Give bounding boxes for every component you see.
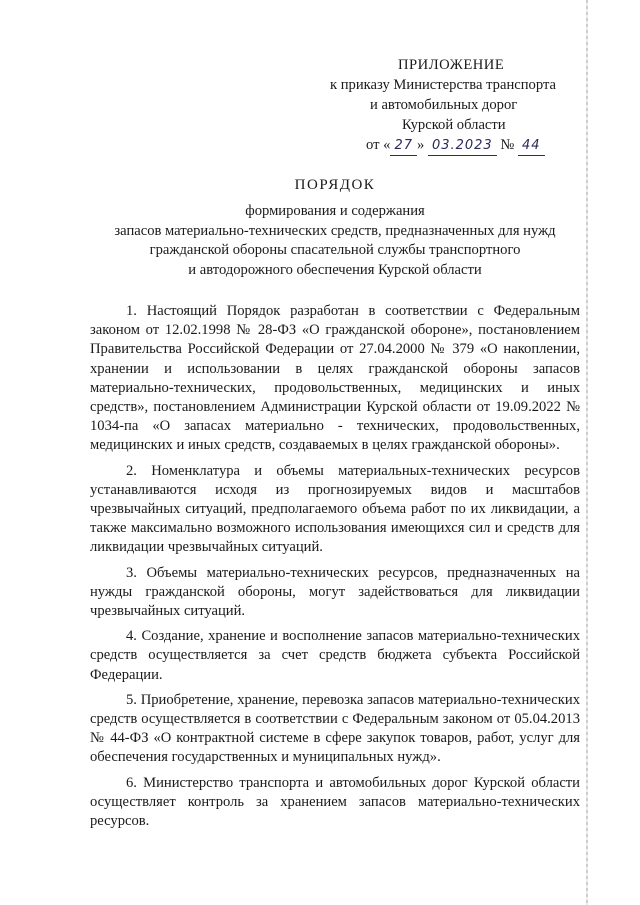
subtitle-line-2: запасов материально-технических средств, предназначенных для нужд (114, 222, 556, 239)
scan-page-edge (586, 0, 588, 905)
paragraph-3: 3. Объемы материально-технических ресурсов, предназначенных на нужды гражданской обороны, могут задействоваться для ликвидации чрезвычайных ситуаций. (90, 564, 580, 620)
document-body (90, 302, 580, 831)
subtitle-line-4: и автодорожного обеспечения Курской области (188, 261, 482, 278)
document-heading (90, 176, 580, 280)
paragraph-2: 2. Номенклатура и объемы материальных-технических ресурсов устанавливаются исходя из прогнозируемых видов и масштабов чрезвычайных ситуаций, предполагаемого объема работ по их ликвидации, а также максимально возможного использования имеющихся сил и средств для ликвидации чрезвычайных ситуаций. (90, 462, 580, 556)
handwritten-number: 44 (518, 136, 545, 156)
handwritten-month-year: 03.2023 (428, 136, 497, 156)
document-page (90, 48, 580, 837)
appendix-title: ПРИЛОЖЕНИЕ (398, 57, 505, 73)
subtitle-line-1: формирования и содержания (245, 203, 425, 219)
appendix-block (90, 48, 580, 168)
document-title: ПОРЯДОК (294, 177, 376, 193)
number-prefix: № (500, 137, 515, 153)
date-prefix: от « (366, 137, 391, 153)
paragraph-1: 1. Настоящий Порядок разработан в соответствии с Федеральным законом от 12.02.1998 № 28-ФЗ «О гражданской обороне», постановлением Правительства Российской Федерации от 27.04.2000 № 379 «О накоплении, хранении и использовании в целях гражданской обороны запасов материально-технических, продовольственных, медицинских и иных средств», постановлением Администрации Курской области от 19.09.2022 № 1034-па «О запасах материально - технических, продовольственных, медицинских и иных средств, создаваемых в целях гражданской обороны». (90, 303, 580, 454)
subtitle-line-3: гражданской обороны спасательной службы транспортного (149, 242, 521, 258)
paragraph-6: 6. Министерство транспорта и автомобильных дорог Курской области осуществляет контроль за хранением запасов материально-технических ресурсов. (90, 774, 580, 830)
appendix-line-1: к приказу Министерства транспорта (330, 77, 556, 93)
paragraph-4: 4. Создание, хранение и восполнение запасов материально-технических средств осуществляется за счет средств бюджета субъекта Российской Федерации. (90, 628, 580, 683)
handwritten-day: 27 (390, 136, 417, 156)
appendix-date-line (366, 136, 545, 156)
appendix-line-2: и автомобильных дорог (370, 97, 518, 113)
appendix-line-3: Курской области (402, 117, 506, 133)
paragraph-5: 5. Приобретение, хранение, перевозка запасов материально-технических средств осуществляется в соответствии с Федеральным законом от 05.04.2013 № 44-ФЗ «О контрактной системе в сфере закупок товаров, работ, услуг для обеспечения государственных и муниципальных нужд». (90, 691, 580, 766)
date-mid: » (416, 137, 425, 153)
